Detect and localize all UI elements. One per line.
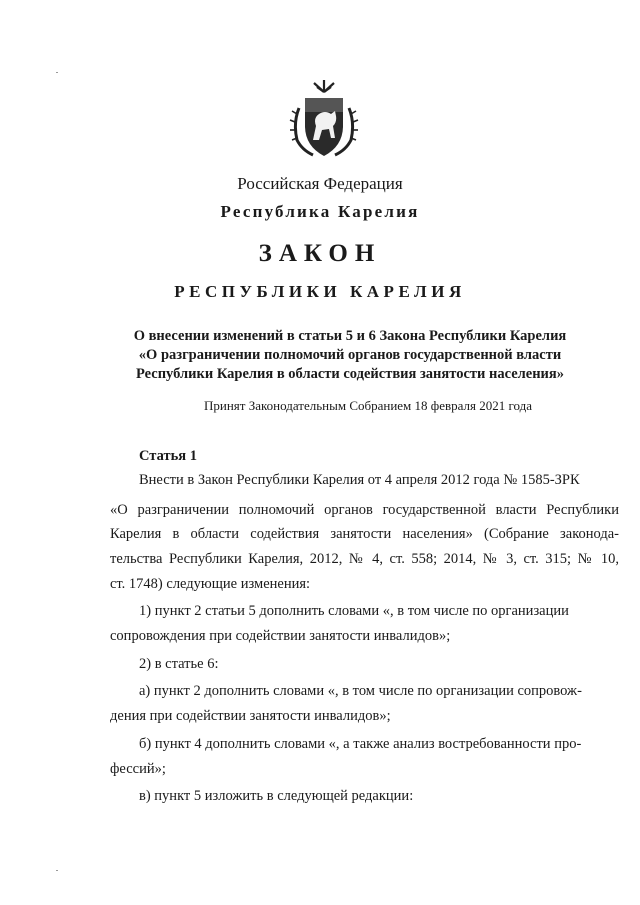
law-heading-line: «О разграничении полномочий органов государственной власти <box>138 347 562 363</box>
article-text-line: в) пункт 5 изложить в следующей редакции: <box>139 788 414 804</box>
country-name: Российская Федерация <box>237 174 403 193</box>
article-text-line: 2) в статье 6: <box>139 656 219 672</box>
law-heading <box>70 327 630 384</box>
article-text-line: ст. 1748) следующие изменения: <box>110 576 311 592</box>
adoption-note: Принят Законодательным Собранием 18 февраля 2021 года <box>204 398 532 413</box>
law-heading-line: Республики Карелия в области содействия занятости населения» <box>135 366 565 382</box>
article-text-line: «О разграничении полномочий органов государственной власти Республики <box>110 502 619 518</box>
article-text-line: б) пункт 4 дополнить словами «, а также анализ востребованности про- <box>139 736 582 752</box>
law-title: ЗАКОН <box>258 240 382 267</box>
article-title: Статья 1 <box>139 448 197 464</box>
law-subtitle: РЕСПУБЛИКИ КАРЕЛИЯ <box>174 282 466 301</box>
article-text-line: 1) пункт 2 статьи 5 дополнить словами «, в том числе по организации <box>139 603 569 619</box>
coat-of-arms-icon <box>289 78 359 160</box>
republic-name: Республика Карелия <box>220 202 420 221</box>
scan-speck <box>56 72 58 73</box>
article-text-line: Внести в Закон Республики Карелия от 4 апреля 2012 года № 1585-ЗРК <box>139 472 580 488</box>
article-text-line: Карелия в области содействия занятости населения» (Собрание законода- <box>110 526 619 542</box>
article-text-line: фессий»; <box>110 761 166 777</box>
article-text-line: сопровождения при содействии занятости инвалидов»; <box>110 628 451 644</box>
article-text-line: а) пункт 2 дополнить словами «, в том числе по организации сопровож- <box>139 683 582 699</box>
article-text-line: дения при содействии занятости инвалидов»; <box>110 708 391 724</box>
law-heading-line: О внесении изменений в статьи 5 и 6 Закона Республики Карелия <box>133 328 567 344</box>
article-text-line: тельства Республики Карелия, 2012, № 4, ст. 558; 2014, № 3, ст. 315; № 10, <box>110 551 619 567</box>
scan-speck <box>56 870 58 871</box>
